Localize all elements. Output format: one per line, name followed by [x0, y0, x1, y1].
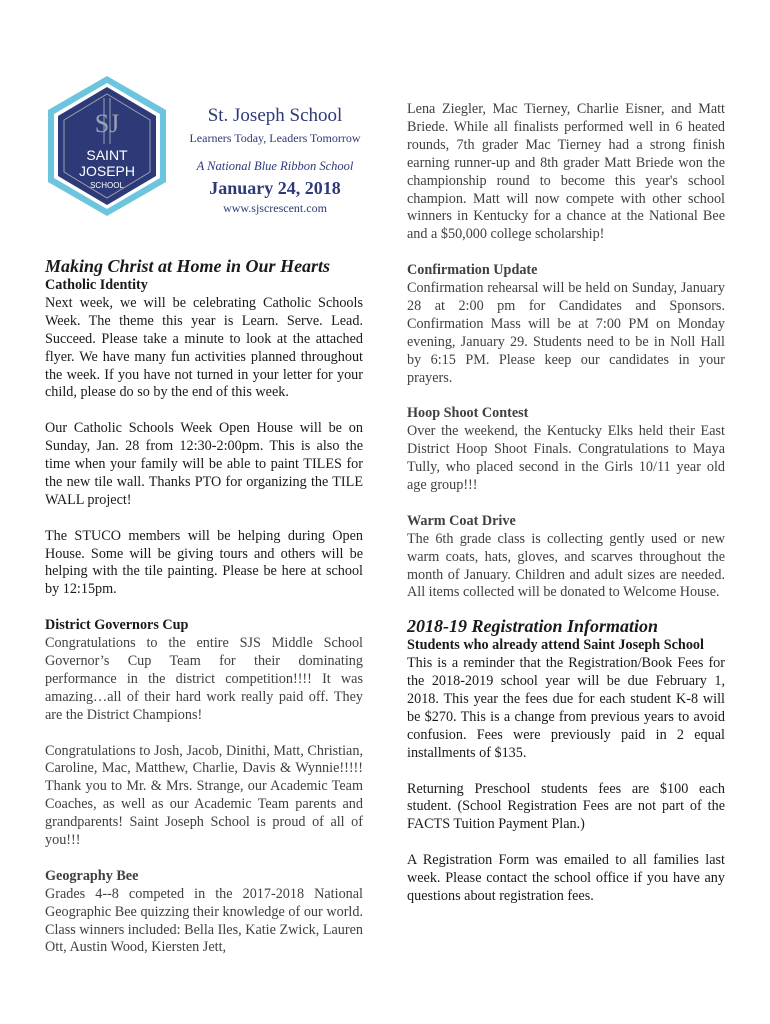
confirmation-p1: Confirmation rehearsal will be held on Sunday, January 28 at 2:00 pm for Candidates and Sponsors. Confirmation Mass will be at 7:00 PM on Monday evening, January 29. Students need to be in Noll Hall by 6:15 PM. Please keep our candidates in your prayers.: [407, 280, 725, 386]
tagline: Learners Today, Leaders Tomorrow: [189, 131, 361, 145]
blue-ribbon-label: A National Blue Ribbon School: [196, 159, 354, 173]
left-column: [45, 255, 363, 957]
website-link[interactable]: www.sjscrescent.com: [223, 201, 327, 215]
registration-p1: This is a reminder that the Registration/Book Fees for the 2018-2019 school year will be due February 1, 2018. This year the fees due for each student K-8 will be $270. This is a change from previous years to avoid confusion. Fees were previously paid in 2 equal installments of $135.: [407, 655, 725, 761]
hoop-shoot-title: Hoop Shoot Contest: [407, 405, 529, 422]
geography-bee-p1: Grades 4--8 competed in the 2017-2018 National Geographic Bee quizzing their knowledge of our world. Class winners included: Bella Iles, Katie Zwick, Lauren Ott, Austin Wood, Kiersten Jett,: [45, 885, 363, 956]
newsletter-date: January 24, 2018: [209, 178, 341, 198]
governors-cup-p2: Congratulations to Josh, Jacob, Dinithi, Matt, Christian, Caroline, Mac, Matthew, Charlie, Davis & Wynnie!!!!! Thank you to Mr. & Mrs. Strange, our Academic Team Coaches, as well as our Academic Team parents and grandparents! Saint Joseph School is proud of all of you!!!: [45, 742, 363, 849]
hoop-shoot-p1: Over the weekend, the Kentucky Elks held their East District Hoop Shoot Finals. Congratulations to Maya Tully, who placed second in the Girls 10/11 year old age group!!!: [407, 423, 725, 493]
masthead: [172, 104, 378, 216]
confirmation-title: Confirmation Update: [407, 262, 538, 279]
section-heading-registration: 2018-19 Registration Information: [407, 616, 659, 637]
logo-line-3: SCHOOL: [90, 181, 124, 190]
registration-p3: A Registration Form was emailed to all families last week. Please contact the school office if you have any questions about registration fees.: [407, 852, 725, 904]
governors-cup-p1: Congratulations to the entire SJS Middle School Governor’s Cup Team for their dominating performance in the district competition!!!! It was amazing…all of their hard work really paid off. They are the District Champions!: [45, 635, 363, 723]
registration-p2: Returning Preschool students fees are $100 each student. (School Registration Fees are not part of the FACTS Tuition Payment Plan.): [407, 780, 725, 833]
catholic-identity-title: Catholic Identity: [45, 277, 148, 293]
geography-bee-continued: Lena Ziegler, Mac Tierney, Charlie Eisner, and Matt Briede. While all finalists performed well in 6 heated rounds, 7th grader Mac Tierney had a strong finish earning runner-up and 8th grader Matt Briede won the championship round to become this year's school champion. Matt will now compete with other school winners in Kentucky for a chance at the National Bee and a $50,000 college scholarship!: [407, 101, 725, 243]
logo-line-2: JOSEPH: [78, 163, 136, 179]
section-heading-catholic: Making Christ at Home in Our Hearts: [45, 256, 331, 276]
logo-line-1: SAINT: [86, 147, 128, 163]
stuco-paragraph: The STUCO members will be helping during Open House. Some will be giving tours and others will be helping with the tile painting. Please be here at school by 12:15pm.: [45, 527, 363, 598]
logo-monogram: SJ: [94, 109, 120, 138]
open-house-paragraph: Our Catholic Schools Week Open House will be on Sunday, Jan. 28 from 12:30-2:00pm. This is also the time when your family will be able to paint TILES for the new tile wall. Thanks PTO for organizing the TILE WALL project!: [45, 420, 363, 508]
catholic-identity-p1: Next week, we will be celebrating Catholic Schools Week. The theme this year is Learn. Serve. Lead. Succeed. Please take a minute to look at the attached flyer. We have many fun activities planned throughout the week. If you have not turned in your letter for your child, please do so by the end of this week.: [45, 294, 363, 401]
governors-cup-title: District Governors Cup: [45, 617, 189, 634]
geography-bee-title: Geography Bee: [45, 867, 139, 884]
registration-subtitle: Students who already attend Saint Joseph School: [407, 637, 704, 654]
warm-coat-p1: The 6th grade class is collecting gently used or new warm coats, hats, gloves, and scarves throughout the month of January. Children and adult sizes are needed. All items collected will be donated to Welcome House.: [407, 530, 725, 601]
warm-coat-title: Warm Coat Drive: [407, 512, 516, 529]
logo-hexagon: [44, 74, 170, 218]
school-name: St. Joseph School: [207, 105, 343, 126]
right-column: [407, 101, 725, 906]
school-logo: [44, 74, 170, 218]
